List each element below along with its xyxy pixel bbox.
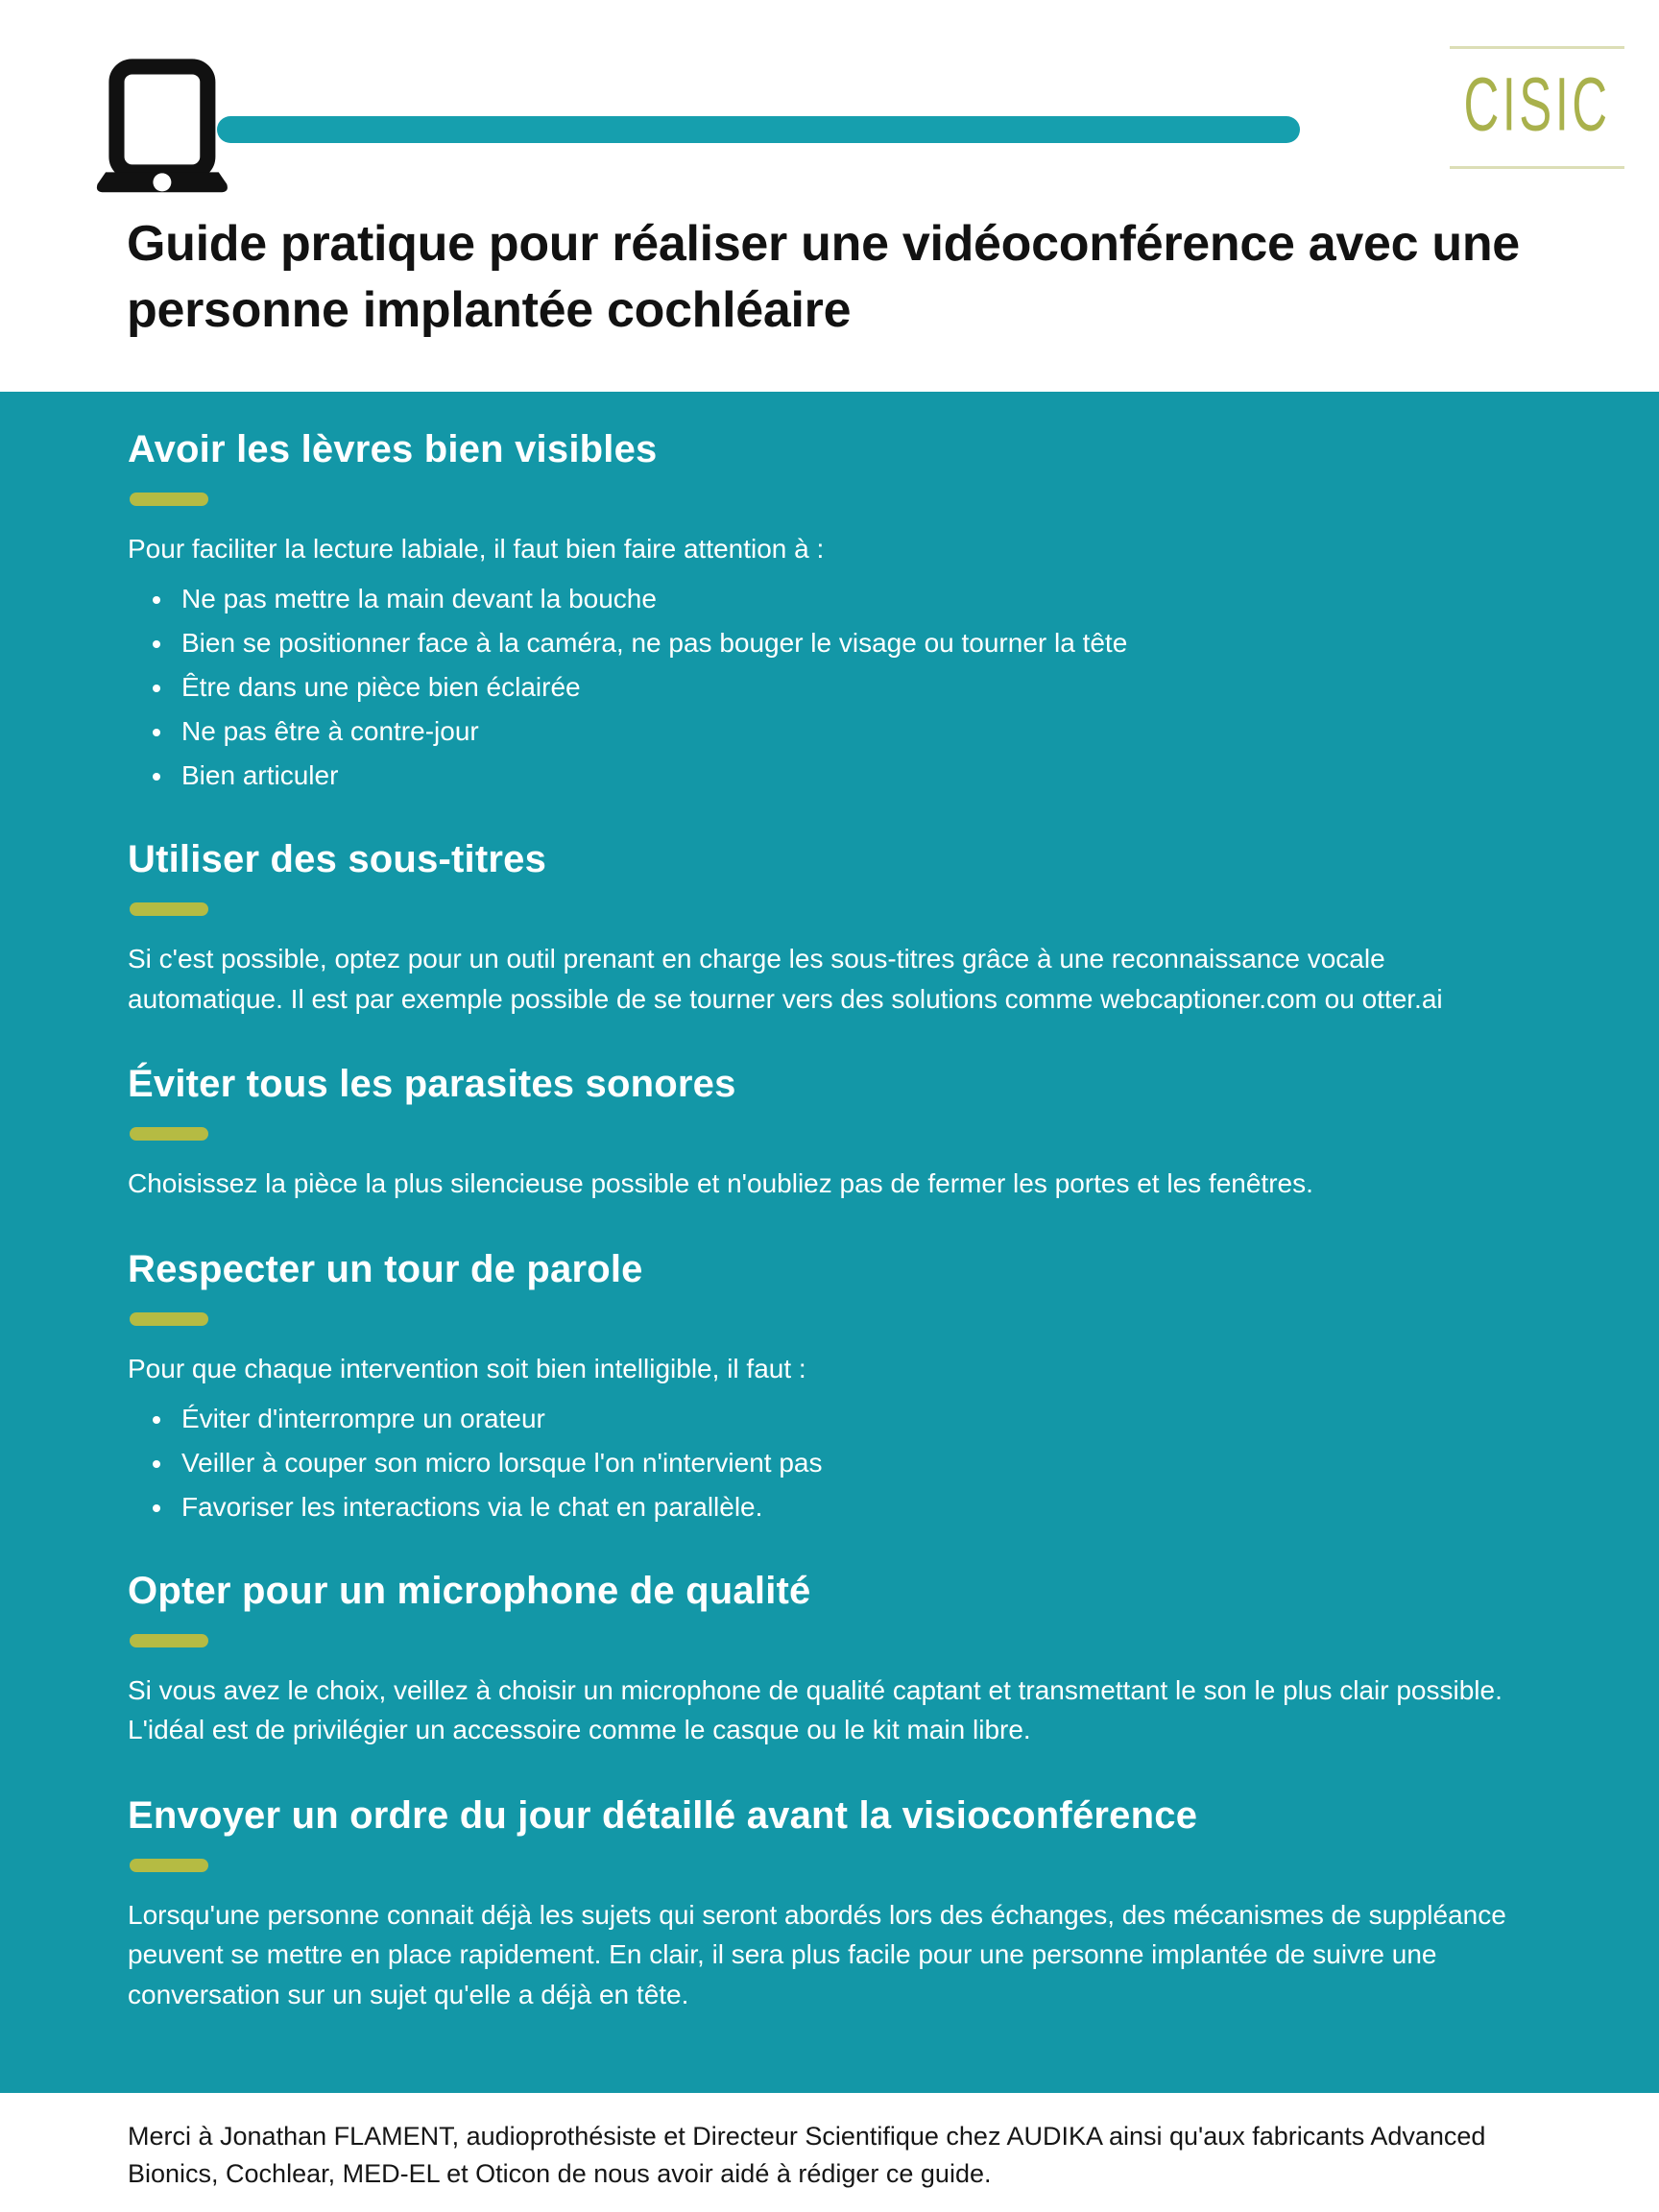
section-heading: Envoyer un ordre du jour détaillé avant la visioconférence <box>128 1793 1198 1837</box>
list-item: Bien articuler <box>151 758 1514 794</box>
section-noise <box>128 1063 1546 1203</box>
section-divider <box>130 902 208 916</box>
section-paragraph: Si c'est possible, optez pour un outil prenant en charge les sous-titres grâce à une reconnaissance vocale automatique. Il est par exemple possible de se tourner vers des solutions comme webcaptioner.com ou otter.ai <box>128 944 1443 1014</box>
page-title: Guide pratique pour réaliser une vidéoconférence avec une personne implantée cochléaire <box>127 216 1520 338</box>
content-band <box>0 392 1659 2093</box>
section-paragraph: Choisissez la pièce la plus silencieuse possible et n'oubliez pas de fermer les portes et les fenêtres. <box>128 1168 1313 1199</box>
section-paragraph: Si vous avez le choix, veillez à choisir un microphone de qualité captant et transmettant le son le plus clair possible. L'idéal est de privilégier un accessoire comme le casque ou le kit main libre. <box>128 1674 1503 1745</box>
bullet-list <box>151 582 1546 794</box>
footer <box>0 2093 1659 2212</box>
section-heading: Respecter un tour de parole <box>128 1247 643 1290</box>
section-subtitles <box>128 838 1546 1019</box>
section-intro: Pour faciliter la lecture labiale, il faut bien faire attention à : <box>128 534 825 564</box>
cisic-logo-text: CISIC <box>1463 61 1611 147</box>
section-heading: Utiliser des sous-titres <box>128 838 547 881</box>
list-item: Favoriser les interactions via le chat en parallèle. <box>151 1490 1514 1526</box>
header-accent-bar <box>217 116 1300 143</box>
section-paragraph: Lorsqu'une personne connait déjà les sujets qui seront abordés lors des échanges, des mécanismes de suppléance peuvent se mettre en place rapidement. En clair, il sera plus facile pour une personne implantée de suivre une conversation sur un sujet qu'elle a déjà en tête. <box>128 1899 1506 2009</box>
section-speaking-turns <box>128 1248 1546 1526</box>
section-divider <box>130 1634 208 1647</box>
bullet-list <box>151 1402 1546 1526</box>
section-lips-visible <box>128 428 1546 794</box>
section-microphone <box>128 1570 1546 1750</box>
section-heading: Opter pour un microphone de qualité <box>128 1569 811 1612</box>
list-item: Être dans une pièce bien éclairée <box>151 670 1514 706</box>
section-divider <box>130 1859 208 1872</box>
list-item: Bien se positionner face à la caméra, ne pas bouger le visage ou tourner la tête <box>151 626 1514 661</box>
section-divider <box>130 1312 208 1326</box>
section-agenda <box>128 1794 1546 2014</box>
section-intro: Pour que chaque intervention soit bien intelligible, il faut : <box>128 1353 806 1383</box>
list-item: Ne pas mettre la main devant la bouche <box>151 582 1514 617</box>
section-divider <box>130 1127 208 1141</box>
list-item: Éviter d'interrompre un orateur <box>151 1402 1514 1437</box>
list-item: Ne pas être à contre-jour <box>151 714 1514 750</box>
header <box>0 0 1659 392</box>
list-item: Veiller à couper son micro lorsque l'on n'intervient pas <box>151 1446 1514 1481</box>
section-divider <box>130 493 208 506</box>
section-heading: Éviter tous les parasites sonores <box>128 1063 736 1106</box>
section-heading: Avoir les lèvres bien visibles <box>128 428 658 470</box>
footer-credits: Merci à Jonathan FLAMENT, audioprothésiste et Directeur Scientifique chez AUDIKA ainsi qu'aux fabricants Advanced Bionics, Cochlear, MED-EL et Oticon de nous avoir aidé à rédiger ce guide. <box>128 2122 1486 2189</box>
laptop-icon <box>89 54 231 200</box>
cisic-logo <box>1450 46 1624 169</box>
